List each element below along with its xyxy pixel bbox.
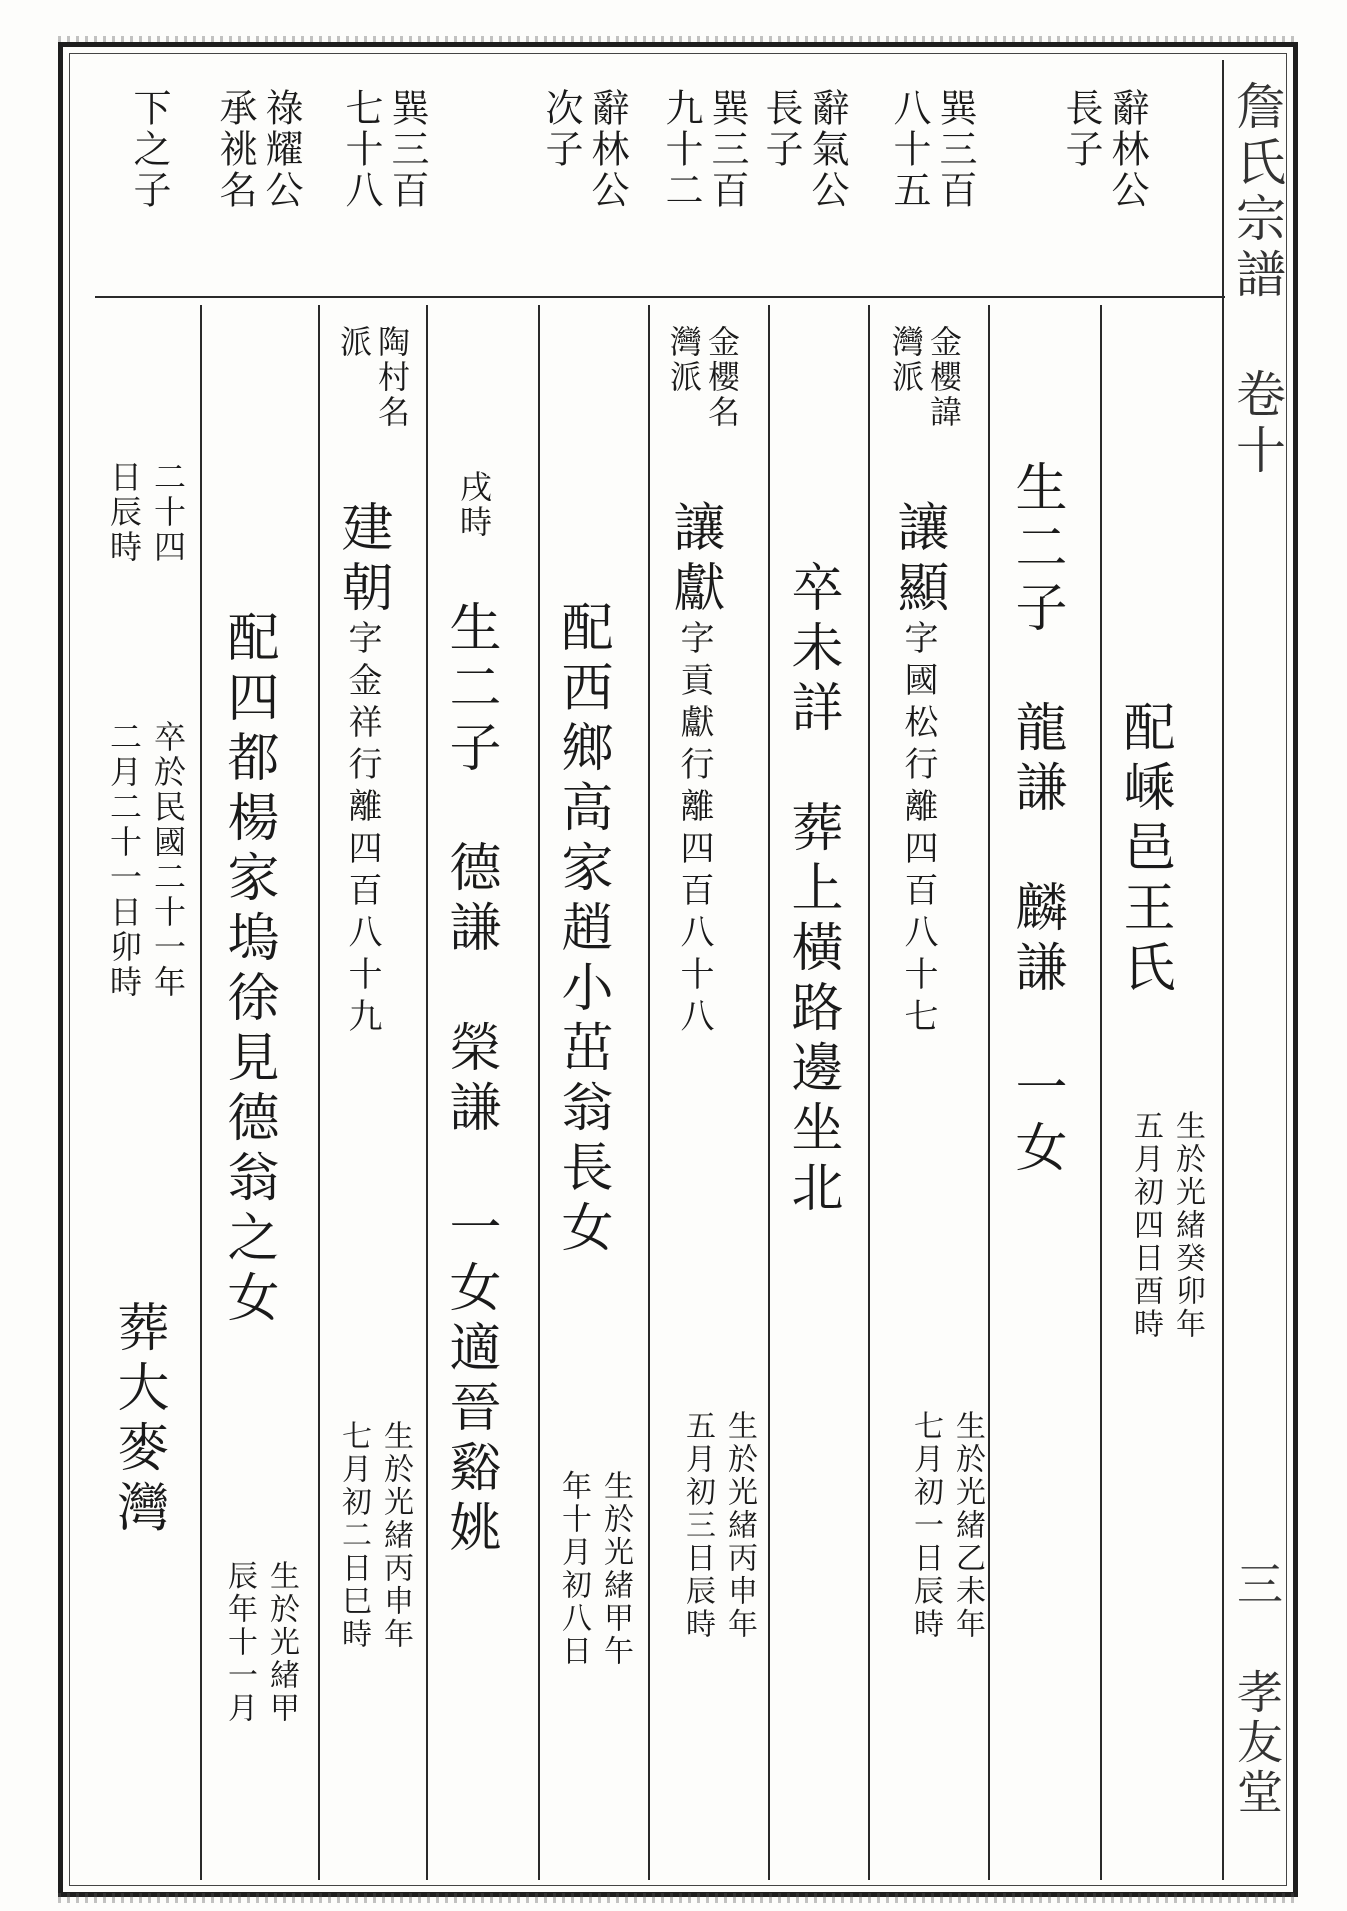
children-line: 生二子 德謙 榮謙 一女適晉谿姚	[440, 600, 500, 1560]
register-entry: 辭林公	[1105, 88, 1149, 211]
birth-note: 五月初四日酉時	[1128, 1110, 1163, 1341]
date-note: 二十四	[149, 460, 187, 565]
register-entry: 下之子	[127, 88, 171, 211]
birth-note: 生於光緒甲	[264, 1560, 299, 1725]
book-title: 詹氏宗譜 卷十	[1228, 80, 1286, 480]
birth-note: 生於光緒丙申年	[722, 1410, 757, 1641]
column-rule	[538, 305, 540, 1880]
branch-note: 陶村名	[373, 325, 411, 430]
page-foot-label: 三 孝友堂	[1230, 1560, 1284, 1818]
register-entry: 承祧名	[213, 88, 257, 211]
date-note: 日辰時	[105, 460, 143, 565]
register-entry: 八十五	[887, 88, 931, 211]
birth-note: 生於光緒丙申年	[378, 1420, 413, 1651]
column-rule	[768, 305, 770, 1880]
column-rule	[426, 305, 428, 1880]
person-name: 讓獻字貢獻行離四百八十八	[664, 500, 724, 1040]
branch-note: 灣派	[887, 325, 925, 395]
death-note: 二月二十一日卯時	[105, 720, 143, 1000]
death-note: 卒於民國二十一年	[149, 720, 187, 1000]
register-entry: 辭林公	[585, 88, 629, 211]
column-rule	[868, 305, 870, 1880]
column-rule	[318, 305, 320, 1880]
register-entry: 祿耀公	[259, 88, 303, 211]
bottom-edge-stipple	[58, 1893, 1298, 1903]
branch-note: 派	[335, 325, 373, 360]
register-entry: 長子	[1059, 88, 1103, 170]
person-name: 建朝字金祥行離四百八十九	[332, 500, 392, 1040]
register-entry: 九十二	[659, 88, 703, 211]
birth-note: 七月初二日巳時	[336, 1420, 371, 1651]
register-entry: 巽三百	[385, 88, 429, 211]
column-rule	[988, 305, 990, 1880]
time-note: 戌時	[455, 470, 493, 540]
person-name: 讓顯字國松行離四百八十七	[888, 500, 948, 1040]
column-rule	[200, 305, 202, 1880]
spouse-line: 配四都楊家塢徐見德翁之女	[218, 610, 278, 1330]
register-entry: 巽三百	[933, 88, 977, 211]
branch-note: 金櫻諱	[925, 325, 963, 430]
birth-note: 辰年十一月	[222, 1560, 257, 1725]
margin-rule	[1222, 60, 1224, 1880]
column-rule	[1100, 305, 1102, 1880]
birth-note: 生於光緒癸卯年	[1170, 1110, 1205, 1341]
burial-line: 葬大麥灣	[108, 1300, 168, 1540]
spouse-line: 配嵊邑王氏	[1114, 700, 1174, 1000]
column-rule	[648, 305, 650, 1880]
children-line: 生二子 龍謙 麟謙 一女	[1006, 460, 1066, 1180]
spouse-line: 配西鄉高家趙小茁翁長女	[552, 600, 612, 1260]
birth-note: 年十月初八日	[556, 1470, 591, 1668]
birth-note: 生於光緒甲午	[598, 1470, 633, 1668]
death-burial-line: 卒未詳 葬上橫路邊坐北	[782, 560, 842, 1220]
register-entry: 巽三百	[705, 88, 749, 211]
branch-note: 灣派	[665, 325, 703, 395]
register-entry: 長子	[759, 88, 803, 170]
branch-note: 金櫻名	[703, 325, 741, 430]
register-entry: 七十八	[339, 88, 383, 211]
register-entry: 次子	[539, 88, 583, 170]
birth-note: 五月初三日辰時	[680, 1410, 715, 1641]
birth-note: 生於光緒乙未年	[950, 1410, 985, 1641]
register-entry: 辭氣公	[805, 88, 849, 211]
register-divider	[95, 296, 1225, 298]
birth-note: 七月初一日辰時	[908, 1410, 943, 1641]
